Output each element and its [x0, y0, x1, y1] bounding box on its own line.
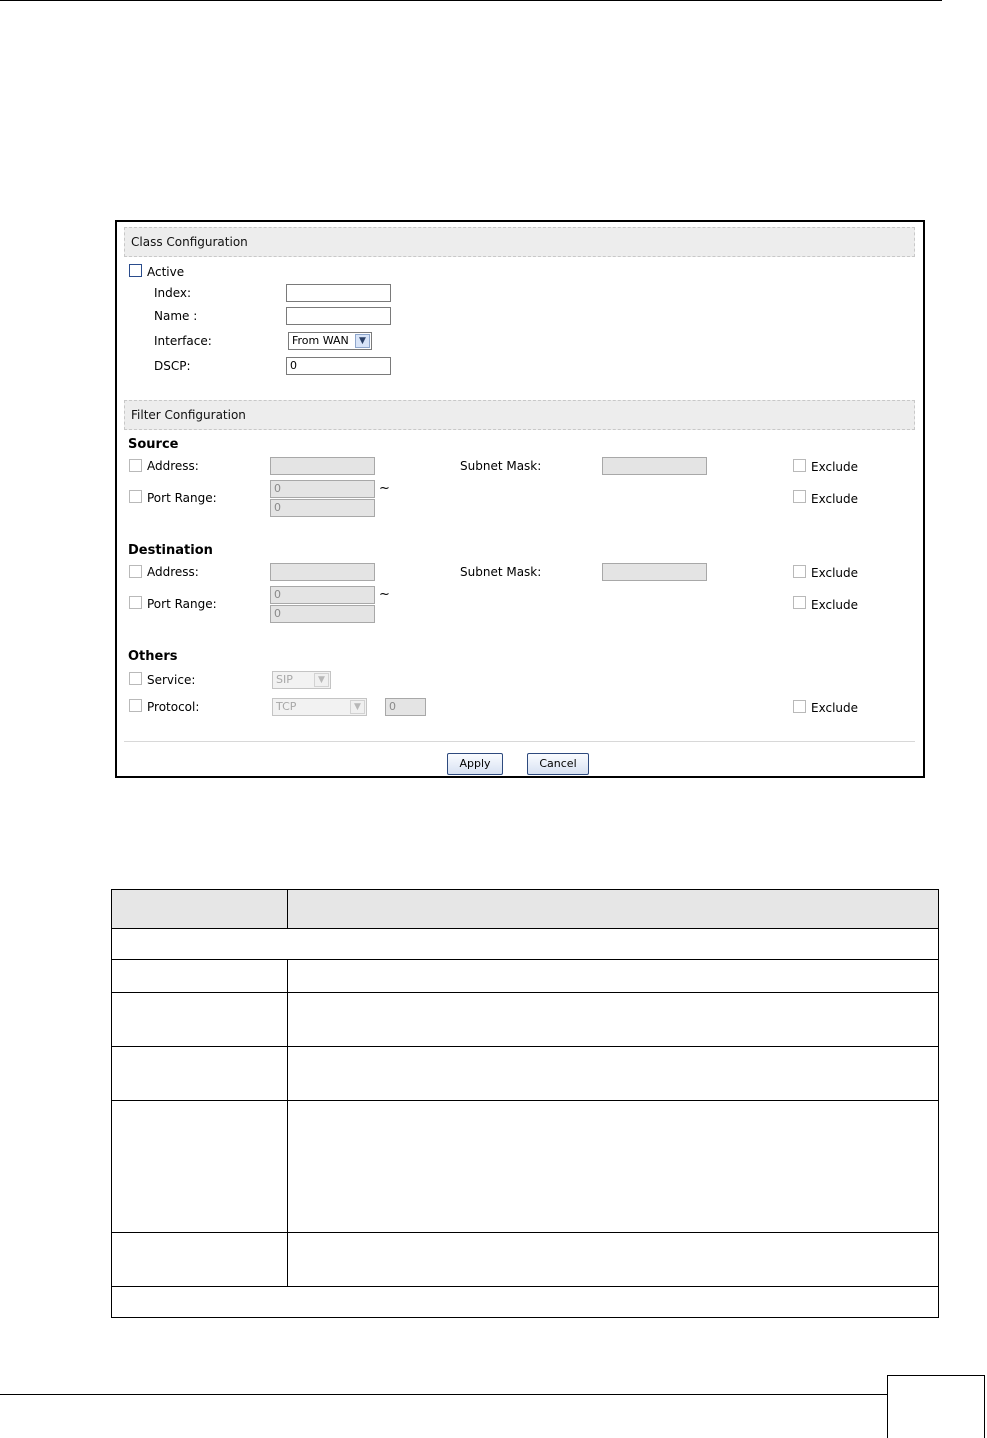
- protocol-checkbox[interactable]: [129, 699, 142, 712]
- table-row: [112, 1233, 939, 1287]
- destination-port-exclude-label: Exclude: [811, 598, 859, 612]
- index-input[interactable]: [286, 284, 391, 302]
- table-cell: [288, 1047, 939, 1101]
- destination-port-exclude-checkbox[interactable]: [793, 596, 806, 609]
- button-divider: [124, 741, 915, 742]
- protocol-select-value: TCP: [276, 700, 297, 713]
- table-header-cell: [288, 890, 939, 929]
- destination-address-exclude-checkbox[interactable]: [793, 565, 806, 578]
- dscp-label: DSCP:: [154, 359, 191, 373]
- active-checkbox[interactable]: [129, 264, 142, 277]
- chevron-down-icon: ▼: [355, 334, 370, 348]
- source-port-exclude-checkbox[interactable]: [793, 490, 806, 503]
- interface-select-value: From WAN: [292, 334, 349, 347]
- destination-subnet-input[interactable]: [602, 563, 707, 581]
- protocol-select[interactable]: [272, 698, 367, 716]
- table-cell: [288, 1101, 939, 1233]
- cancel-button[interactable]: Cancel: [527, 753, 589, 775]
- table-cell: [288, 993, 939, 1047]
- class-setup-panel: [115, 220, 925, 778]
- index-label: Index:: [154, 286, 192, 300]
- table-row: [112, 1101, 939, 1233]
- table-cell: [112, 1101, 288, 1233]
- chevron-down-icon: ▼: [350, 700, 365, 714]
- table-header-cell: [112, 890, 288, 929]
- table-cell: [112, 1233, 288, 1287]
- name-label: Name :: [154, 309, 198, 323]
- table-cell: [288, 960, 939, 993]
- table-header-row: [112, 890, 939, 929]
- service-label: Service:: [147, 673, 196, 687]
- destination-address-label: Address:: [147, 565, 199, 579]
- source-address-label: Address:: [147, 459, 199, 473]
- source-address-exclude-checkbox[interactable]: [793, 459, 806, 472]
- source-address-exclude-label: Exclude: [811, 460, 859, 474]
- table-row: [112, 929, 939, 960]
- chevron-down-icon: ▼: [314, 673, 329, 687]
- table-row: [112, 993, 939, 1047]
- protocol-exclude-label: Exclude: [811, 701, 859, 715]
- table-row: [112, 960, 939, 993]
- table-row: [112, 1047, 939, 1101]
- source-address-checkbox[interactable]: [129, 459, 142, 472]
- service-checkbox[interactable]: [129, 672, 142, 685]
- class-configuration-header: Class Configuration: [124, 227, 915, 257]
- field-description-table: [111, 889, 939, 1318]
- interface-label: Interface:: [154, 334, 212, 348]
- table-cell: [112, 1287, 939, 1318]
- destination-port-from-input[interactable]: 0: [270, 586, 375, 604]
- footer-rule: [0, 1394, 887, 1395]
- destination-port-to-input[interactable]: 0: [270, 605, 375, 623]
- source-port-to-input[interactable]: 0: [270, 499, 375, 517]
- source-subnet-label: Subnet Mask:: [460, 459, 542, 473]
- header-rule: [0, 0, 942, 1]
- destination-port-range-checkbox[interactable]: [129, 596, 142, 609]
- table-cell: [112, 929, 939, 960]
- destination-address-checkbox[interactable]: [129, 565, 142, 578]
- source-subnet-input[interactable]: [602, 457, 707, 475]
- source-port-range-label: Port Range:: [147, 491, 217, 505]
- source-port-exclude-label: Exclude: [811, 492, 859, 506]
- service-select-value: SIP: [276, 673, 293, 686]
- active-label: Active: [147, 265, 185, 279]
- table-cell: [112, 1047, 288, 1101]
- name-input[interactable]: [286, 307, 391, 325]
- table-row: [112, 1287, 939, 1318]
- source-address-input[interactable]: [270, 457, 375, 475]
- destination-port-tilde: ~: [379, 587, 390, 602]
- table-cell: [288, 1233, 939, 1287]
- others-title: Others: [128, 649, 178, 664]
- table-cell: [112, 960, 288, 993]
- destination-address-exclude-label: Exclude: [811, 566, 859, 580]
- apply-button[interactable]: Apply: [447, 753, 503, 775]
- destination-subnet-label: Subnet Mask:: [460, 565, 542, 579]
- table-cell: [112, 993, 288, 1047]
- source-port-range-checkbox[interactable]: [129, 490, 142, 503]
- service-select[interactable]: [272, 671, 331, 689]
- interface-select[interactable]: [288, 332, 372, 350]
- source-port-from-input[interactable]: 0: [270, 480, 375, 498]
- protocol-number-input[interactable]: 0: [385, 698, 426, 716]
- source-title: Source: [128, 437, 179, 452]
- source-port-tilde: ~: [379, 481, 390, 496]
- dscp-input[interactable]: 0: [286, 357, 391, 375]
- destination-title: Destination: [128, 543, 213, 558]
- protocol-label: Protocol:: [147, 700, 200, 714]
- filter-configuration-header: Filter Configuration: [124, 400, 915, 430]
- page-number-box: [887, 1375, 985, 1438]
- destination-port-range-label: Port Range:: [147, 597, 217, 611]
- protocol-exclude-checkbox[interactable]: [793, 700, 806, 713]
- destination-address-input[interactable]: [270, 563, 375, 581]
